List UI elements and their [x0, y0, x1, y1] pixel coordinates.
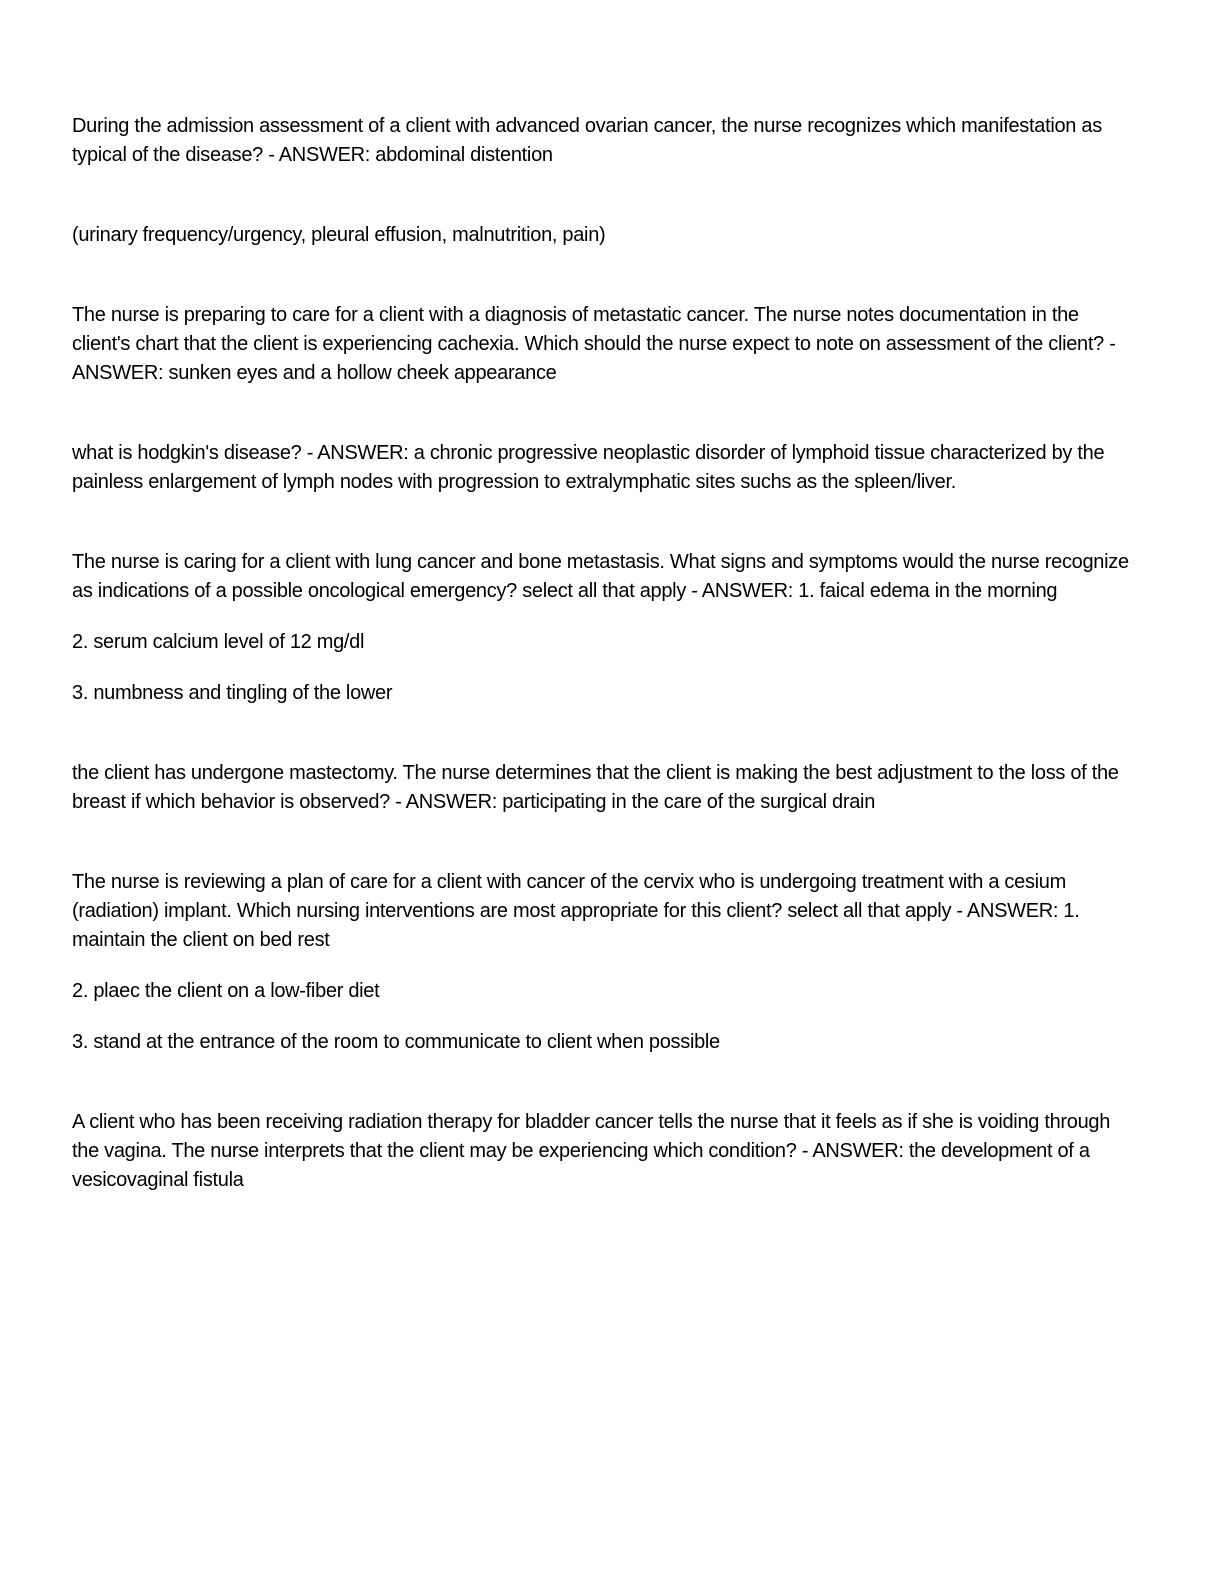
qa-block-distractors-note	[72, 221, 1140, 250]
paragraph: (urinary frequency/urgency, pleural effusion, malnutrition, pain)	[72, 224, 606, 246]
list-item: 2. plaec the client on a low-fiber diet	[72, 980, 380, 1002]
qa-block-oncological-emergency	[72, 548, 1140, 708]
paragraph: A client who has been receiving radiation therapy for bladder cancer tells the nurse that it feels as if she is voiding through the vagina. The nurse interprets that the client may be experiencing which condition? - ANSWER: the development of a vesicovaginal fistula	[72, 1111, 1111, 1191]
paragraph: The nurse is caring for a client with lung cancer and bone metastasis. What signs and symptoms would the nurse recognize as indications of a possible oncological emergency? select all that apply - ANSWER: 1. faical edema in the morning	[72, 551, 1129, 602]
list-item: 3. stand at the entrance of the room to communicate to client when possible	[72, 1031, 720, 1053]
list-item: 3. numbness and tingling of the lower	[72, 682, 393, 704]
list-item: 2. serum calcium level of 12 mg/dl	[72, 631, 365, 653]
paragraph: the client has undergone mastectomy. The nurse determines that the client is making the best adjustment to the loss of the breast if which behavior is observed? - ANSWER: participating in the care of the surgical drain	[72, 762, 1119, 813]
qa-block-vesicovaginal-fistula	[72, 1108, 1140, 1195]
qa-block-mastectomy	[72, 759, 1140, 817]
paragraph: During the admission assessment of a client with advanced ovarian cancer, the nurse recognizes which manifestation as typical of the disease? - ANSWER: abdominal distention	[72, 115, 1102, 166]
qa-block-ovarian-cancer	[72, 112, 1140, 170]
document-content	[72, 112, 1140, 1195]
qa-block-cachexia	[72, 301, 1140, 388]
paragraph: The nurse is reviewing a plan of care for a client with cancer of the cervix who is undergoing treatment with a cesium (radiation) implant. Which nursing interventions are most appropriate for this client? select all that apply - ANSWER: 1. maintain the client on bed rest	[72, 871, 1080, 951]
qa-block-cesium-implant	[72, 868, 1140, 1057]
paragraph: what is hodgkin's disease? - ANSWER: a chronic progressive neoplastic disorder of lymphoid tissue characterized by the painless enlargement of lymph nodes with progression to extralymphatic sites suchs as the spleen/liver.	[72, 442, 1105, 493]
paragraph: The nurse is preparing to care for a client with a diagnosis of metastatic cancer. The nurse notes documentation in the client's chart that the client is experiencing cachexia. Which should the nurse expect to note on assessment of the client? - ANSWER: sunken eyes and a hollow cheek appearance	[72, 304, 1116, 384]
qa-block-hodgkins-disease	[72, 439, 1140, 497]
